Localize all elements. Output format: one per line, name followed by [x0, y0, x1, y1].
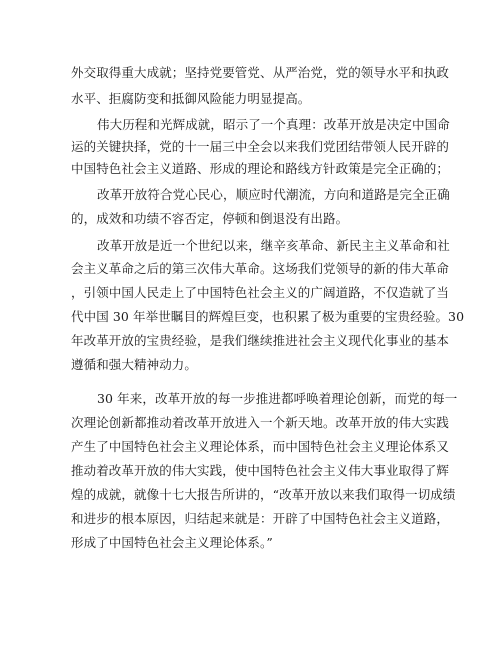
text-line: ，引领中国人民走上了中国特色社会主义的广阔道路，不仅造就了当 — [71, 285, 450, 300]
text-line: 次理论创新都推动着改革开放进入一个新天地。改革开放的伟大实践 — [71, 415, 450, 430]
text-line: 会主义革命之后的第三次伟大革命。这场我们党领导的新的伟大革命 — [71, 261, 450, 276]
text-line: 形成了中国特色社会主义理论体系。” — [71, 535, 273, 550]
text-line: 中国特色社会主义道路、形成的理论和路线方针政策是完全正确的； — [71, 161, 450, 176]
text-line: 和进步的根本原因，归结起来就是：开辟了中国特色社会主义道路， — [71, 511, 450, 526]
text-line: 产生了中国特色社会主义理论体系，而中国特色社会主义理论体系又 — [71, 439, 450, 454]
text-line: 运的关键抉择，党的十一届三中全会以来我们党团结带领人民开辟的 — [71, 139, 450, 154]
text-line: 外交取得重大成就；坚持党要管党、从严治党，党的领导水平和执政 — [71, 65, 450, 80]
text-line: 的，成效和功绩不容否定，停顿和倒退没有出路。 — [71, 211, 349, 226]
text-line: 煌的成就，就像十七大报告所讲的，“改革开放以来我们取得一切成绩 — [71, 487, 456, 502]
text-line: 遵循和强大精神动力。 — [71, 357, 198, 372]
text-line: 推动着改革开放的伟大实践，使中国特色社会主义伟大事业取得了辉 — [71, 463, 450, 478]
text-line: 改革开放是近一个世纪以来，继辛亥革命、新民主主义革命和社 — [97, 238, 450, 253]
text-line: 改革开放符合党心民心，顺应时代潮流，方向和道路是完全正确 — [97, 187, 450, 202]
text-line: 伟大历程和光辉成就，昭示了一个真理：改革开放是决定中国命 — [97, 117, 450, 132]
text-line: 水平、拒腐防变和抵御风险能力明显提高。 — [71, 91, 311, 106]
text-line: 30 年来，改革开放的每一步推进都呼唤着理论创新，而党的每一 — [97, 391, 458, 406]
text-line: 年改革开放的宝贵经验，是我们继续推进社会主义现代化事业的基本 — [71, 333, 450, 348]
text-line: 代中国 30 年举世瞩目的辉煌巨变，也积累了极为重要的宝贵经验。30 — [71, 309, 465, 324]
